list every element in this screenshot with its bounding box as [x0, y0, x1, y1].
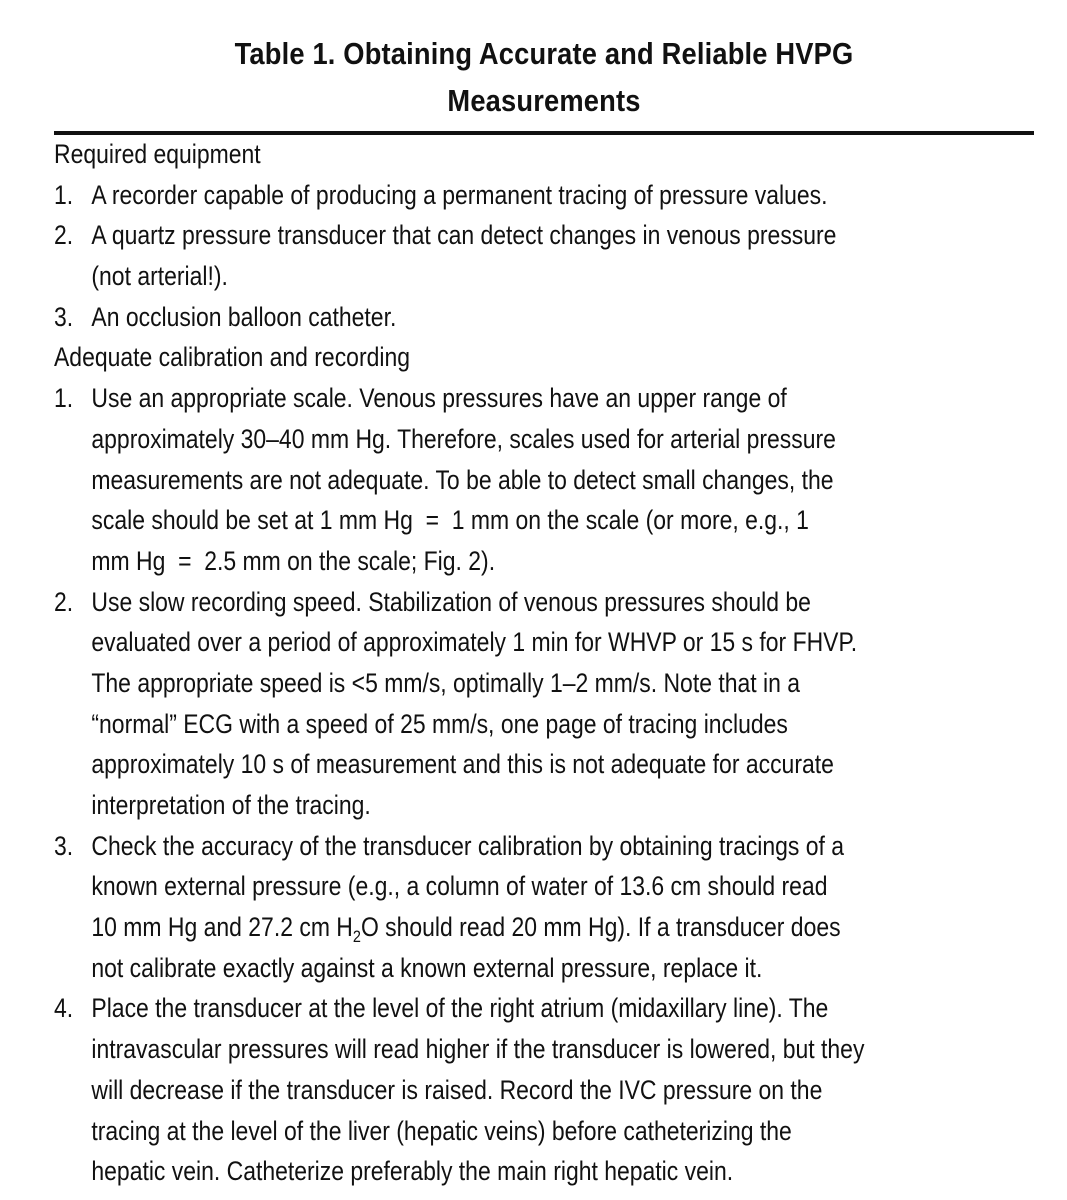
item-text: hepatic vein. Catheterize preferably the main right hepatic vein. — [91, 1156, 734, 1187]
item-text-h2o — [91, 912, 841, 947]
item-text: An occlusion balloon catheter. — [91, 301, 397, 332]
list-item-continuation — [54, 622, 1032, 663]
item-text: mm Hg = 2.5 mm on the scale; Fig. 2). — [91, 545, 496, 576]
item-text: approximately 10 s of measurement and this is not adequate for accurate — [91, 749, 834, 780]
list-item-continuation — [54, 1111, 1032, 1152]
list-item-continuation — [54, 1070, 1032, 1111]
list-item-continuation — [54, 419, 1032, 460]
item-text: Place the transducer at the level of the right atrium (midaxillary line). The — [91, 993, 829, 1024]
item-text: (not arterial!). — [91, 261, 228, 292]
item-text: tracing at the level of the liver (hepatic veins) before catheterizing the — [91, 1115, 792, 1146]
list-item-continuation — [54, 704, 1032, 745]
item-text: known external pressure (e.g., a column of water of 13.6 cm should read — [91, 871, 828, 902]
item-text: “normal” ECG with a speed of 25 mm/s, one page of tracing includes — [91, 708, 788, 739]
item-text: interpretation of the tracing. — [91, 790, 371, 820]
item-text: Check the accuracy of the transducer calibration by obtaining tracings of a — [91, 830, 845, 861]
table-title-line-1: Table 1. Obtaining Accurate and Reliable HVPG — [234, 36, 854, 71]
item-text: approximately 30–40 mm Hg. Therefore, scales used for arterial pressure — [91, 423, 836, 454]
item-number: 1. — [54, 383, 74, 414]
item-text: Use an appropriate scale. Venous pressures have an upper range of — [91, 383, 787, 414]
item-number: 1. — [54, 179, 74, 210]
item-text: A quartz pressure transducer that can detect changes in venous pressure — [91, 220, 837, 251]
item-text: Use slow recording speed. Stabilization of venous pressures should be — [91, 586, 811, 617]
text-after-subscript: O should read 20 mm Hg). If a transducer does — [360, 912, 841, 943]
list-item — [54, 988, 1032, 1029]
subscript-2: 2 — [352, 927, 361, 947]
item-text: scale should be set at 1 mm Hg = 1 mm on the scale (or more, e.g., 1 — [91, 505, 809, 536]
text-before-subscript: 10 mm Hg and 27.2 cm H — [91, 912, 353, 943]
list-item — [54, 378, 1032, 419]
list-item-continuation — [54, 663, 1032, 704]
list-item-continuation — [54, 948, 1032, 989]
list-item — [54, 175, 1032, 216]
table-body — [54, 134, 1032, 1192]
item-text: A recorder capable of producing a permanent tracing of pressure values. — [91, 179, 828, 210]
item-number: 2. — [54, 586, 74, 617]
list-item-continuation — [54, 907, 1032, 948]
list-item-continuation — [54, 541, 1032, 582]
section-heading-calibration: Adequate calibration and recording — [54, 342, 410, 373]
item-text: evaluated over a period of approximately 1 min for WHVP or 15 s for FHVP. — [91, 627, 858, 658]
list-item-continuation — [54, 785, 1032, 826]
item-text: measurements are not adequate. To be able to detect small changes, the — [91, 464, 834, 495]
list-item-continuation — [54, 744, 1032, 785]
item-number: 3. — [54, 830, 74, 861]
list-item-continuation — [54, 1029, 1032, 1070]
list-item — [54, 582, 1032, 623]
list-item-continuation — [54, 866, 1032, 907]
list-item-continuation — [54, 460, 1032, 501]
item-text: The appropriate speed is <5 mm/s, optimally 1–2 mm/s. Note that in a — [91, 667, 800, 698]
list-item — [54, 826, 1032, 867]
item-text: will decrease if the transducer is raised. Record the IVC pressure on the — [91, 1074, 823, 1105]
item-number: 2. — [54, 220, 74, 251]
list-item-continuation — [54, 256, 1032, 297]
list-item — [54, 297, 1032, 338]
item-number: 3. — [54, 301, 74, 332]
list-item-continuation — [54, 500, 1032, 541]
list-item — [54, 215, 1032, 256]
section-heading-required-equipment: Required equipment — [54, 139, 261, 169]
item-number: 4. — [54, 993, 74, 1024]
table-title-line-2: Measurements — [447, 83, 641, 118]
list-item-continuation — [54, 1151, 1032, 1192]
item-text: not calibrate exactly against a known external pressure, replace it. — [91, 952, 763, 983]
item-text: intravascular pressures will read higher if the transducer is lowered, but they — [91, 1034, 865, 1065]
